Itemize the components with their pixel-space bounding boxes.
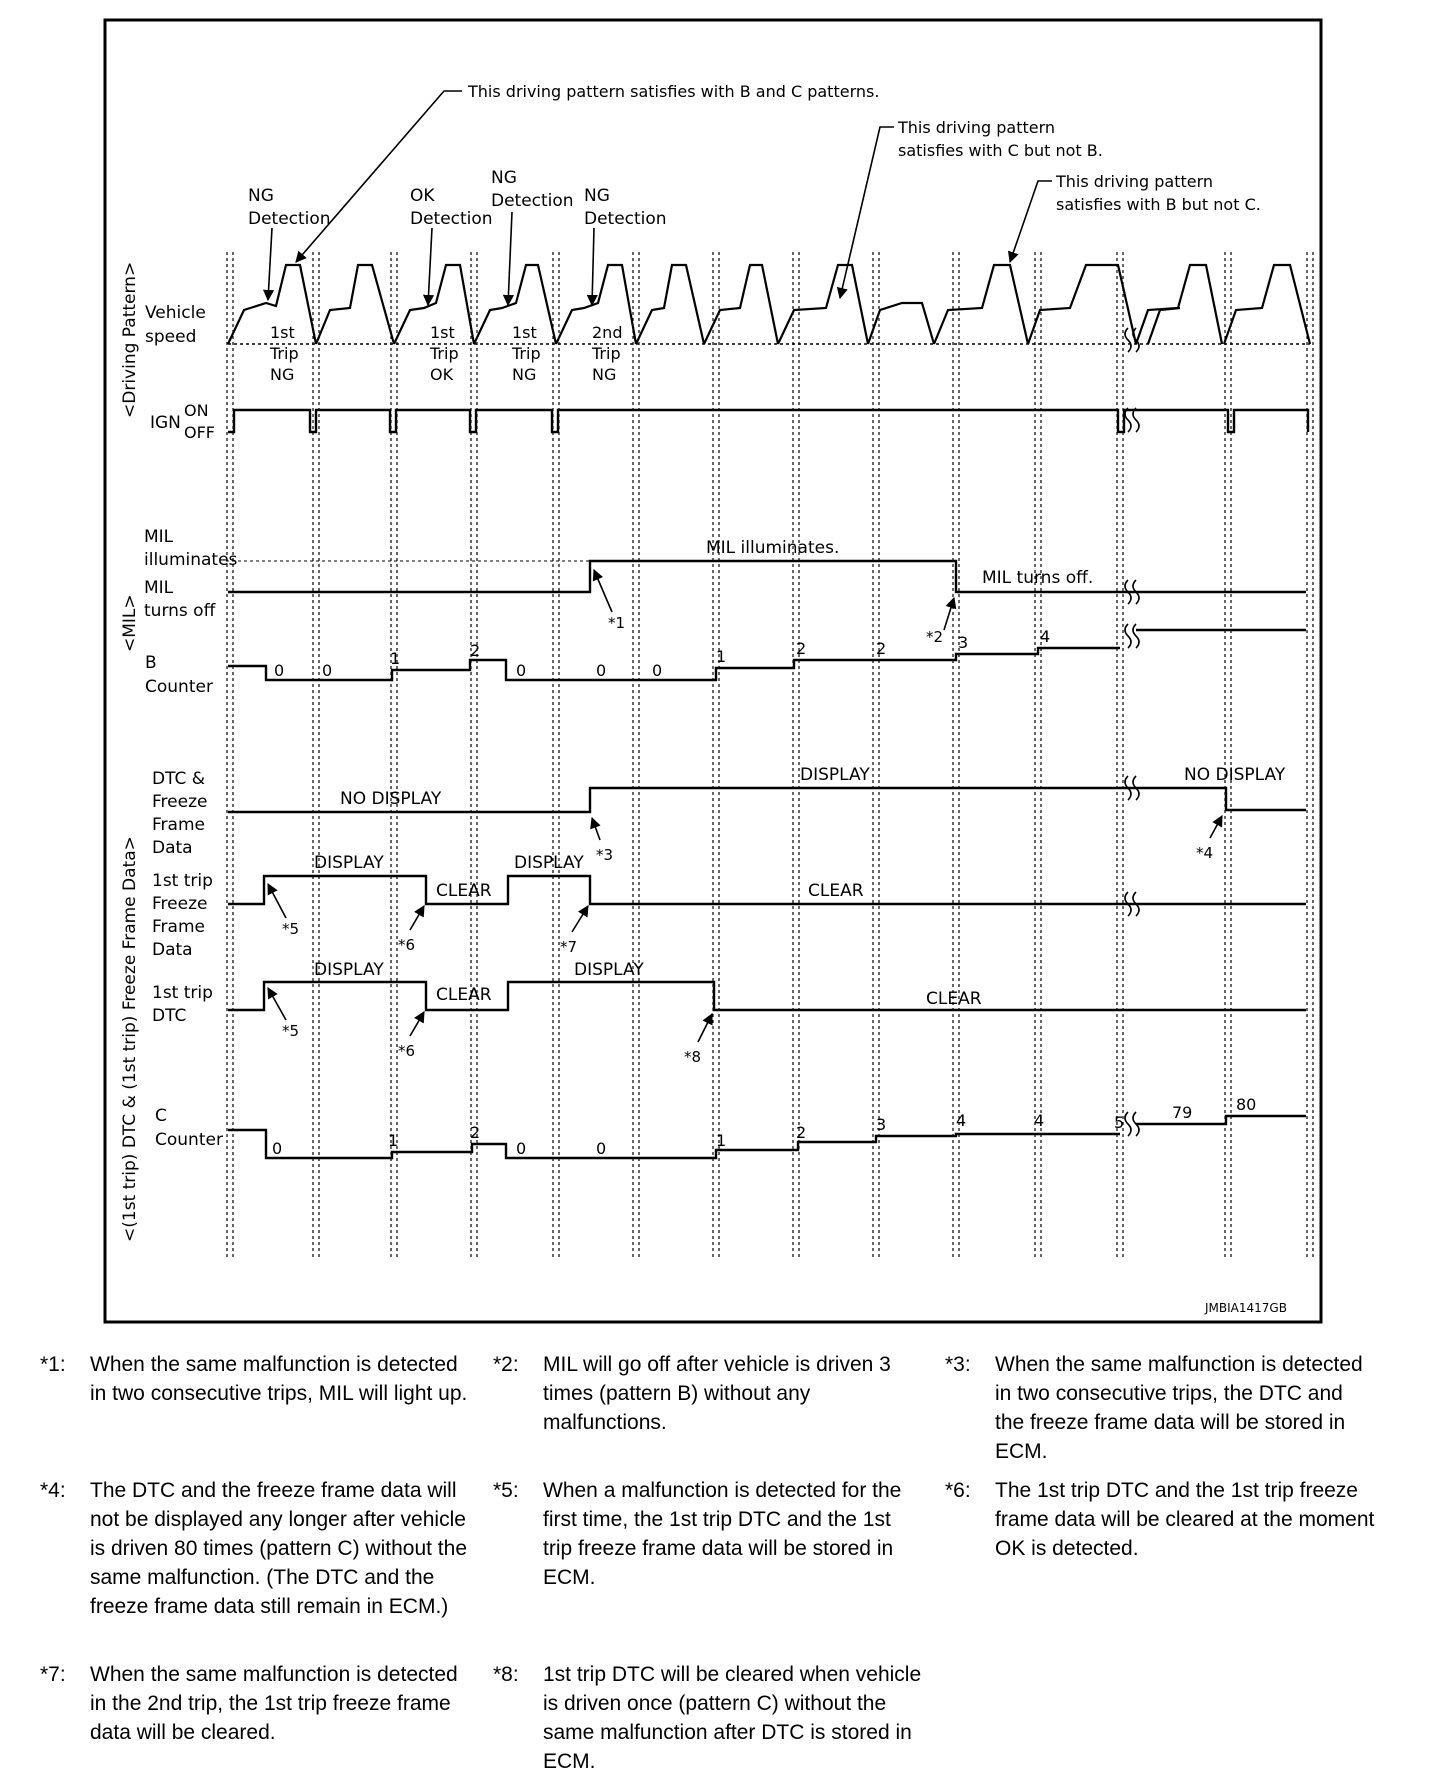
detection-4-l1: NG [584,186,610,206]
trip-3-l2: Trip [512,344,541,363]
trip-3-l3: NG [512,365,537,384]
c-counter-value-0: 0 [272,1139,283,1158]
marker-5a: *5 [282,920,300,938]
footnote-text: MIL will go off after vehicle is driven 3 times (pattern B) without any malfunctions. [543,1353,891,1434]
row-label-ff-1st-2: Freeze [152,894,208,914]
marker-4: *4 [1196,844,1214,862]
b-counter-value-3: 2 [470,641,481,660]
detection-arrow-4 [592,228,594,305]
c-counter-value-1: 1 [388,1131,399,1150]
c-counter-value-11: 79 [1172,1103,1193,1122]
marker-7-arrow [572,906,588,932]
b-counter-value-5: 0 [596,661,607,680]
b-counter-value-8: 2 [796,639,807,658]
marker-3: *3 [596,846,614,864]
c-counter-value-5: 1 [716,1131,727,1150]
ff-display-2: DISPLAY [514,853,584,873]
break-mark-6 [1125,1112,1139,1136]
marker-3-arrow [592,818,600,840]
row-label-dtc-1st-1: 1st trip [152,983,213,1003]
footnote-number: *8: [493,1663,519,1686]
cycle-separators [227,252,1313,1260]
speed-trip-14 [1224,265,1310,344]
detection-2-l2: Detection [410,209,493,229]
row-label-mil-ill-1: MIL [144,527,174,547]
footnote-text: When the same malfunction is detected in the 2nd trip, the 1st trip freeze frame data will be cleared. [90,1663,458,1744]
footnote-text: When a malfunction is detected for the first time, the 1st trip DTC and the 1st trip freeze frame data will be stored in ECM. [543,1479,902,1589]
figure-ref-code: JMBIA1417GB [1205,1301,1287,1315]
speed-trip-8 [778,265,868,344]
mil-off-text: MIL turns off. [982,568,1094,588]
b-counter-value-1: 0 [322,661,333,680]
row-label-c-counter-2: Counter [155,1130,223,1150]
row-label-mil-ill-2: illuminates [144,550,238,570]
trip-1-l1: 1st [270,323,295,342]
row-label-dtc-ff-3: Frame [152,815,205,835]
detection-1-l2: Detection [248,209,331,229]
ff-display-1: DISPLAY [314,853,384,873]
trip-4-l3: NG [592,365,617,384]
dtc-display: DISPLAY [800,765,870,785]
dtc1-clear-2: CLEAR [926,989,982,1009]
c-counter-value-6: 2 [796,1123,807,1142]
callout-b-not-c-leader [1010,181,1052,262]
mil-signal [228,561,1306,592]
row-label-ff-1st-1: 1st trip [152,871,213,891]
footnote-number: *2: [493,1353,519,1376]
marker-5a-arrow [268,884,286,918]
detection-3-l1: NG [491,168,517,188]
speed-trip-9 [868,303,934,344]
break-mark-0 [1125,328,1139,352]
footnote-text: When the same malfunction is detected in two consecutive trips, the DTC and the freeze frame data will be stored in ECM. [995,1353,1363,1463]
footnote-number: *3: [945,1353,971,1376]
speed-trip-7 [704,265,778,344]
row-label-dtc-ff-2: Freeze [152,792,208,812]
trip-4-l1: 2nd [592,323,623,342]
footnote-text: The DTC and the freeze frame data will not be displayed any longer after vehicle is driven 80 times (pattern C) without the same malfunction. (The DTC and the freeze frame data still remain in ECM.) [90,1479,467,1618]
row-label-ff-1st-4: Data [152,940,193,960]
row-label-b-counter-2: Counter [145,677,213,697]
marker-6b: *6 [398,1042,416,1060]
callout-b-not-c-line2: satisfies with B but not C. [1056,195,1261,214]
marker-5b: *5 [282,1022,300,1040]
marker-8-arrow [698,1014,712,1042]
detection-arrow-3 [508,212,512,305]
c-counter-value-3: 0 [516,1139,527,1158]
b-counter-value-9: 2 [876,639,887,658]
detection-arrow-2 [428,228,432,305]
row-label-ign: IGN [150,413,181,433]
callout-c-not-b-line2: satisfies with C but not B. [898,141,1103,160]
trip-1-l2: Trip [270,344,299,363]
footnotes [40,1350,1440,1780]
dtc-no-display-1: NO DISPLAY [340,789,442,809]
callout-bc: This driving pattern satisfies with B and C patterns. [468,82,880,101]
ign-off-label: OFF [184,423,215,442]
c-counter-value-2: 2 [470,1123,481,1142]
trip-2-l1: 1st [430,323,455,342]
ff-clear-1: CLEAR [436,881,492,901]
ign-signal [228,410,1308,432]
dtc1-display-2: DISPLAY [574,960,644,980]
footnote-number: *1: [40,1353,66,1376]
detection-1-l1: NG [248,186,274,206]
row-label-dtc-1st-2: DTC [152,1006,187,1026]
row-label-ff-1st-3: Frame [152,917,205,937]
b-counter-value-10: 3 [958,633,969,652]
callout-c-not-b-leader [840,127,894,298]
speed-trip-11 [1028,265,1136,344]
ign-on-label: ON [184,401,209,420]
marker-4-arrow [1210,816,1222,838]
trip-2-l3: OK [430,365,454,384]
time-break-marks [1125,328,1139,1136]
c-counter-value-4: 0 [596,1139,607,1158]
break-mark-1 [1125,408,1139,432]
break-mark-3 [1125,624,1139,648]
row-label-speed: speed [145,327,197,347]
row-label-vehicle: Vehicle [145,303,206,323]
dtc1-display-1: DISPLAY [314,960,384,980]
section-label-dtc: <(1st trip) DTC & (1st trip) Freeze Frame Data> [120,836,140,1242]
row-label-dtc-ff-1: DTC & [152,769,206,789]
footnote-number: *5: [493,1479,519,1502]
ff-clear-2: CLEAR [808,881,864,901]
b-counter-value-7: 1 [716,647,727,666]
c-counter-value-9: 4 [1034,1111,1045,1130]
marker-5b-arrow [268,988,286,1020]
row-label-mil-off-1: MIL [144,578,174,598]
b-counter-value-6: 0 [652,661,663,680]
callout-b-not-c-line1: This driving pattern [1056,172,1214,191]
mil-on-text: MIL illuminates. [706,538,840,558]
marker-2: *2 [926,628,944,646]
footnote-text: The 1st trip DTC and the 1st trip freeze frame data will be cleared at the moment OK is detected. [995,1479,1375,1560]
speed-trip-6 [636,265,704,344]
row-label-c-counter-1: C [155,1106,167,1126]
marker-8: *8 [684,1048,702,1066]
detection-3-l2: Detection [491,191,574,211]
dtc-no-display-2: NO DISPLAY [1184,765,1286,785]
callout-bc-leader [296,91,462,262]
marker-7: *7 [560,938,578,956]
trip-3-l1: 1st [512,323,537,342]
marker-1-arrow [594,570,612,612]
speed-trip-12 [1136,265,1222,344]
row-label-dtc-ff-4: Data [152,838,193,858]
c-counter-value-10: 5 [1114,1113,1125,1132]
speed-profile [228,265,1310,344]
dtc1-clear-1: CLEAR [436,985,492,1005]
trip-4-l2: Trip [592,344,621,363]
speed-trip-13 [1148,308,1180,344]
section-label-mil: <MIL> [120,594,140,652]
marker-6a-arrow [410,906,424,930]
ff-1st-signal [228,876,1306,904]
trip-2-l2: Trip [430,344,459,363]
marker-1: *1 [608,614,626,632]
footnote-number: *7: [40,1663,66,1686]
footnote-number: *4: [40,1479,66,1502]
detection-4-l2: Detection [584,209,667,229]
row-label-b-counter-1: B [145,653,157,673]
footnote-text: 1st trip DTC will be cleared when vehicle is driven once (pattern C) without the same malfunction after DTC is stored in ECM. [543,1663,922,1773]
speed-trip-2 [316,265,394,344]
speed-trip-10 [934,265,1028,344]
b-counter-value-4: 0 [516,661,527,680]
footnote-text: When the same malfunction is detected in two consecutive trips, MIL will light up. [90,1353,468,1405]
c-counter-value-12: 80 [1236,1095,1257,1114]
row-label-mil-off-2: turns off [144,601,216,621]
section-label-driving: <Driving Pattern> [120,261,140,418]
trip-1-l3: NG [270,365,295,384]
footnote-number: *6: [945,1479,971,1502]
detection-arrow-1 [268,228,272,300]
c-counter-value-7: 3 [876,1115,887,1134]
b-counter-value-11: 4 [1040,627,1051,646]
c-counter-value-8: 4 [956,1111,967,1130]
marker-6b-arrow [410,1012,424,1036]
dtc-1st-signal [228,982,1306,1010]
detection-2-l1: OK [410,186,435,206]
callout-c-not-b-line1: This driving pattern [898,118,1056,137]
b-counter-value-2: 1 [390,649,401,668]
marker-6a: *6 [398,936,416,954]
b-counter-value-0: 0 [274,661,285,680]
